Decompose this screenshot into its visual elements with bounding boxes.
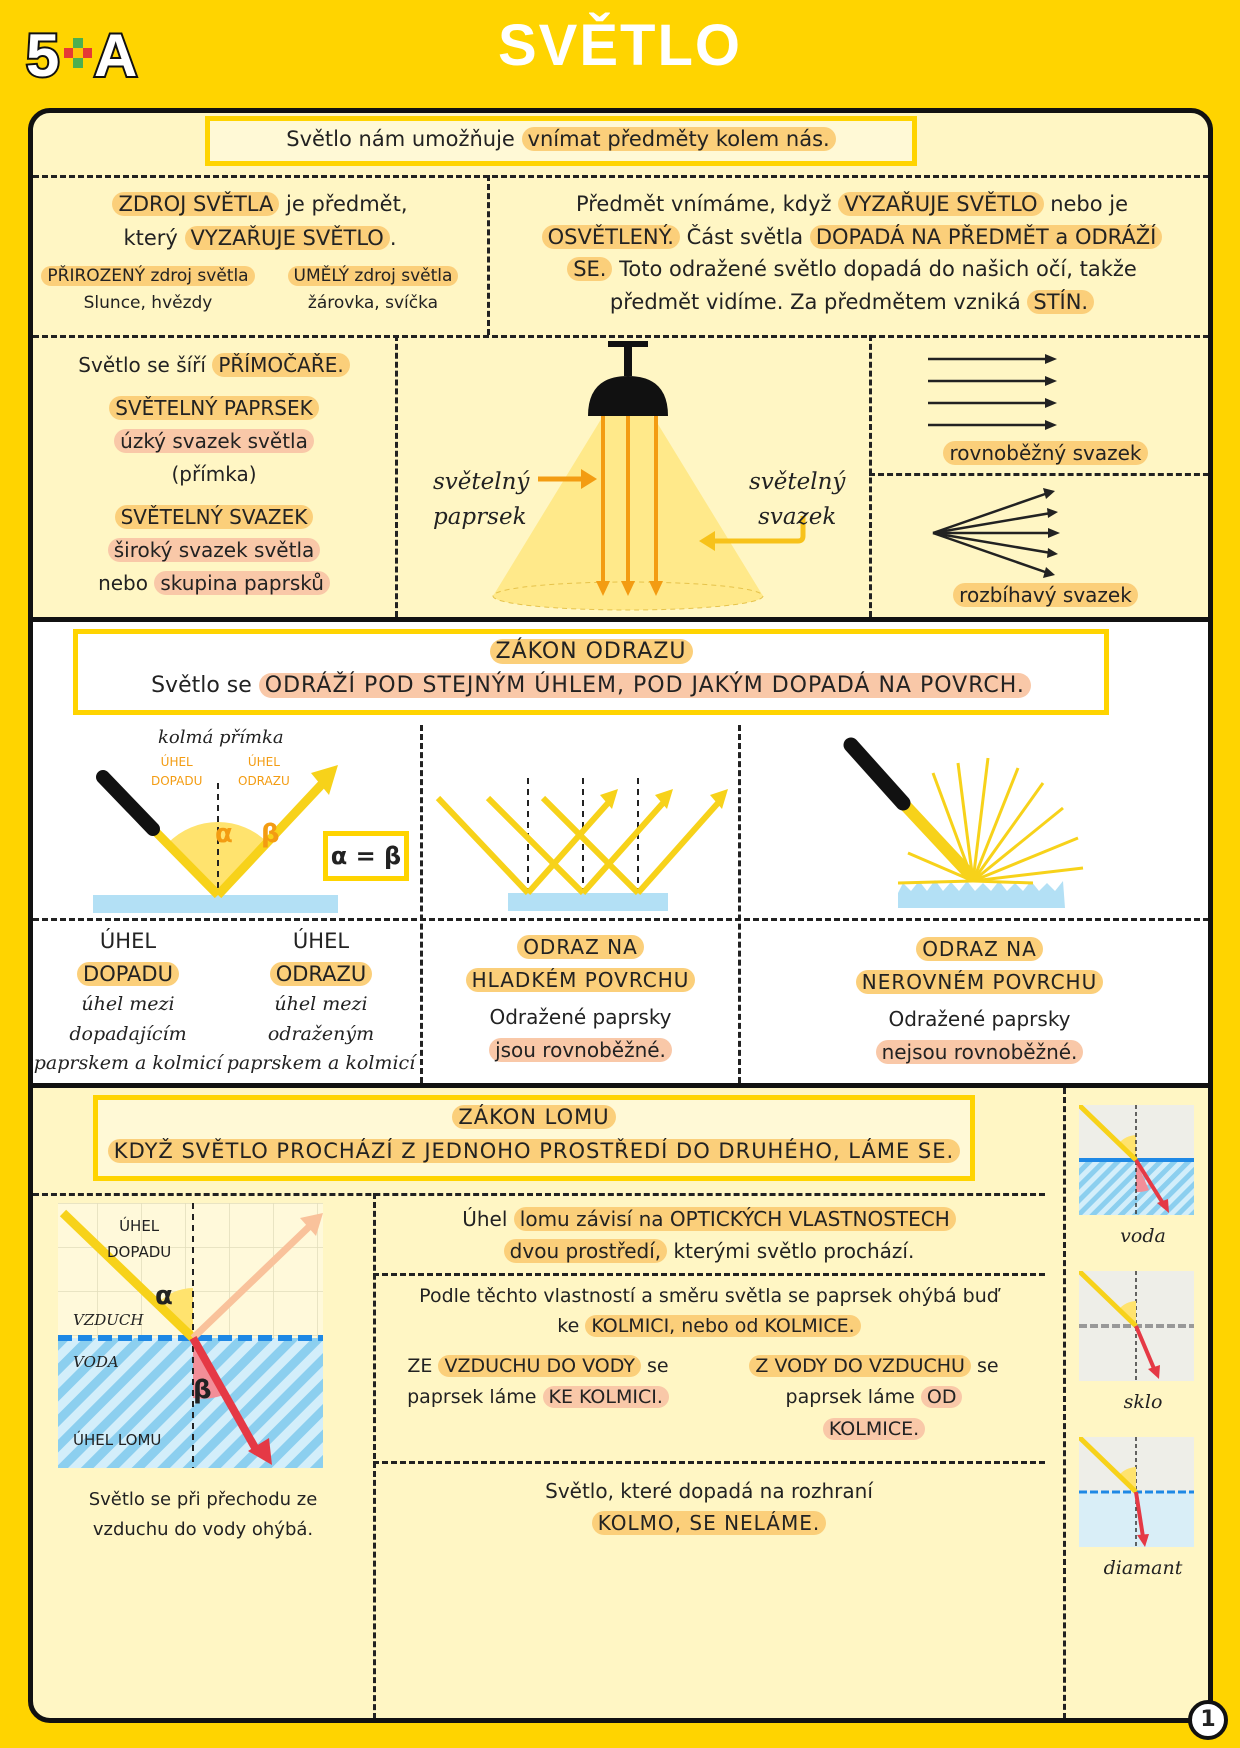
- page-title: SVĚTLO: [497, 13, 743, 78]
- glass-label-thumb: sklo: [1123, 1391, 1163, 1413]
- refraction-angle-label: ÚHEL LOMU: [73, 1431, 162, 1449]
- divergent-beam-label: rozbíhavý svazek: [873, 579, 1213, 611]
- perceive-text: Předmět vnímáme, když VYZAŘUJE SVĚTLO nebo je OSVĚTLENÝ. Část světla DOPADÁ NA PŘEDMĚT a ODRÁŽÍ SE. Toto odražené světlo dopadá do našich očí, takže předmět vidíme. Za předmětem vzniká STÍN.: [491, 188, 1213, 318]
- beta-symbol-refraction: β: [193, 1375, 212, 1405]
- alpha-symbol-refraction: α: [155, 1281, 173, 1311]
- divergent-beam-icon: [923, 483, 1063, 583]
- source-definition: ZDROJ SVĚTLA je předmět, který VYZAŘUJE SVĚTLO .: [33, 188, 487, 255]
- reflection-angle-small: ÚHEL ODRAZU: [238, 755, 290, 789]
- parallel-beam-label: rovnoběžný svazek: [873, 437, 1213, 469]
- beta-symbol: β: [261, 819, 280, 849]
- beam-label: světelný svazek: [749, 469, 846, 530]
- svg-text:5: 5: [26, 22, 60, 88]
- intro-text: Světlo nám umožňuje vnímat předměty kolem nás.: [205, 123, 917, 157]
- refraction-p2: Podle těchto vlastností a směru světla se paprsek ohýbá buď ke KOLMICI, nebo od KOLMICE.: [419, 1285, 999, 1338]
- logo: [24, 18, 144, 88]
- artificial-source: UMĚLÝ zdroj světla žárovka, svíčka: [263, 263, 483, 317]
- content-card: [28, 108, 1213, 1723]
- refraction-caption: Světlo se při přechodu ze vzduchu do vody ohýbá.: [88, 1489, 318, 1540]
- refraction-law: ZÁKON LOMU KDYŽ SVĚTLO PROCHÁZÍ Z JEDNOHO PROSTŘEDÍ DO DRUHÉHO, LÁME SE.: [93, 1101, 975, 1168]
- rough-surface-caption: ODRAZ NA NEROVNÉM POVRCHU Odražené paprsky nejsou rovnoběžné.: [741, 933, 1213, 1069]
- refraction-p4: Z VODY DO VZDUCHU se paprsek láme OD KOLMICE.: [703, 1351, 1045, 1445]
- refraction-incidence-label: ÚHEL DOPADU: [107, 1217, 172, 1262]
- water-label-thumb: voda: [1120, 1225, 1166, 1247]
- page-number: 1: [1200, 1707, 1216, 1732]
- svg-text:A: A: [94, 22, 138, 88]
- refraction-p5: Světlo, které dopadá na rozhraní KOLMO, SE NELÁME.: [545, 1479, 873, 1535]
- water-label: VODA: [73, 1353, 119, 1371]
- natural-source: PŘIROZENÝ zdroj světla Slunce, hvězdy: [33, 263, 263, 317]
- diamond-refraction-icon: [1079, 1437, 1199, 1552]
- rough-reflection-diagram: [793, 733, 1173, 918]
- smooth-reflection-diagram: [428, 753, 733, 918]
- smooth-surface-caption: ODRAZ NA HLADKÉM POVRCHU Odražené paprsky jsou rovnoběžné.: [423, 931, 738, 1067]
- parallel-beam-icon: [923, 353, 1063, 433]
- reflection-angle-definition: ÚHEL ODRAZU úhel mezi odraženým paprskem a kolmicí: [226, 929, 416, 1074]
- reflection-law: ZÁKON ODRAZU Světlo se ODRÁŽÍ POD STEJNÝM ÚHLEM, POD JAKÝM DOPADÁ NA POVRCH.: [73, 635, 1109, 703]
- normal-label: kolmá přímka: [158, 727, 284, 748]
- incidence-angle-definition: ÚHEL DOPADU úhel mezi dopadajícím paprskem a kolmicí: [33, 929, 223, 1074]
- diamond-label-thumb: diamant: [1103, 1557, 1183, 1579]
- glass-refraction-icon: [1079, 1271, 1199, 1386]
- refraction-p3: ZE VZDUCHU DO VODY se paprsek láme KE KOLMICI.: [407, 1355, 669, 1409]
- propagation-text: Světlo se šíří PŘÍMOČAŘE. SVĚTELNÝ PAPRSEK úzký svazek světla (přímka) SVĚTELNÝ SVAZEK široký svazek světla nebo skupina paprsků: [33, 349, 395, 600]
- page-number-badge: [1188, 1700, 1228, 1740]
- air-label: VZDUCH: [73, 1311, 144, 1329]
- incidence-angle-small: ÚHEL DOPADU: [151, 755, 203, 789]
- refraction-p1: Úhel lomu závisí na OPTICKÝCH VLASTNOSTECH dvou prostředí, kterými světlo prochází.: [373, 1203, 1045, 1267]
- equation-box: α = β: [323, 831, 409, 881]
- alpha-symbol: α: [215, 819, 233, 849]
- ray-label: světelný paprsek: [433, 469, 530, 530]
- water-refraction-icon: [1079, 1105, 1199, 1220]
